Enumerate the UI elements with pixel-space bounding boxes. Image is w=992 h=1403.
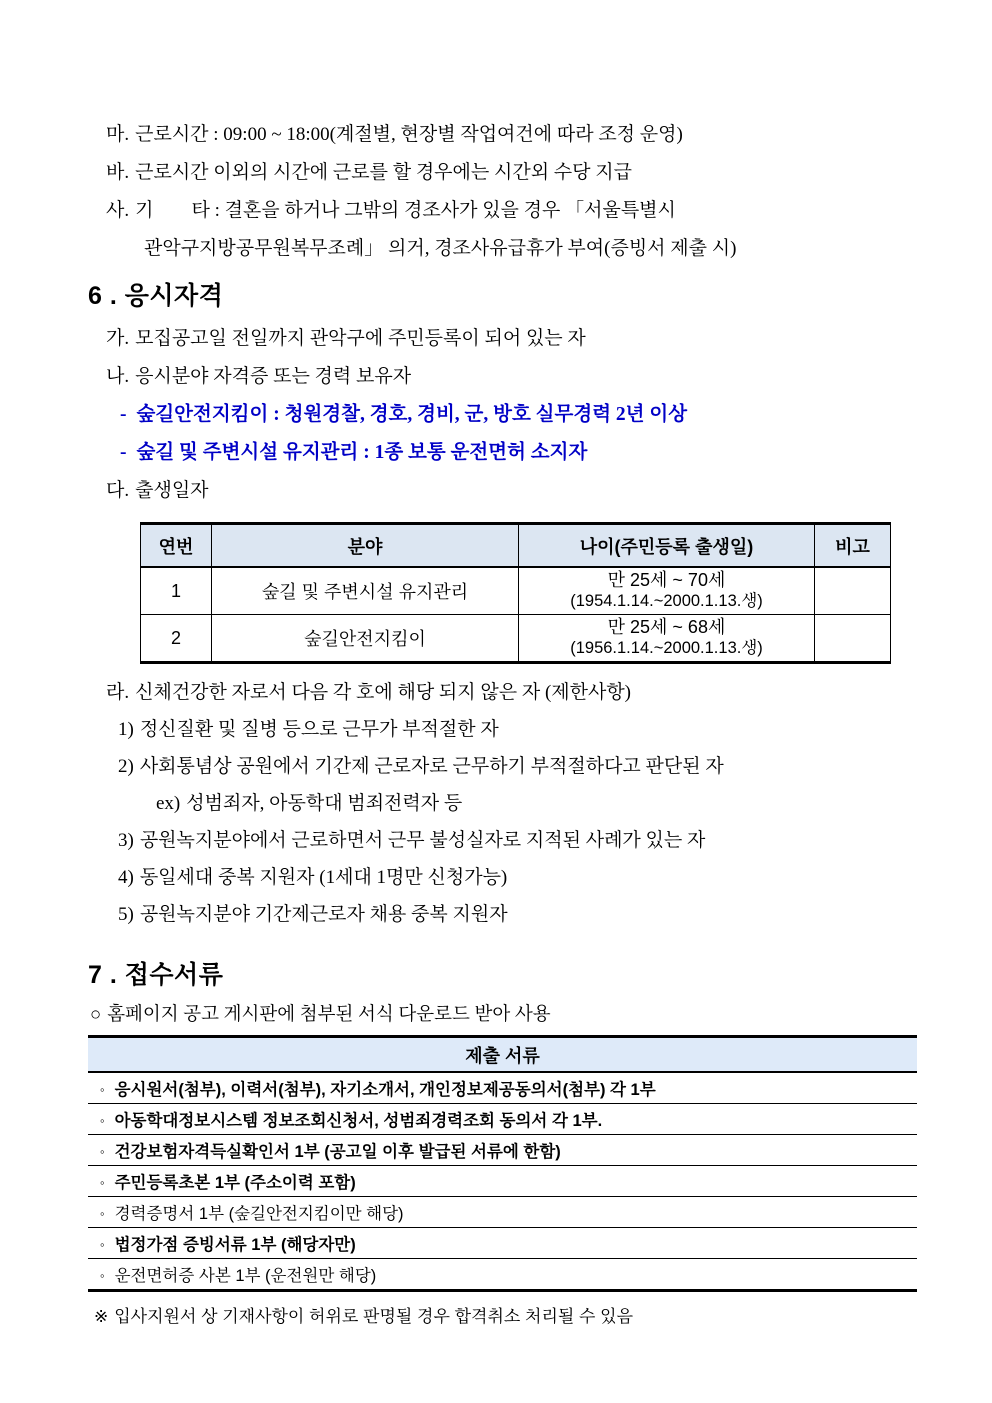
note-label: 바.	[106, 162, 130, 183]
bullet-icon: ◦	[100, 1082, 105, 1097]
note-line-ba	[92, 154, 914, 192]
item-label: 5)	[118, 904, 134, 925]
document-text: 건강보험자격득실확인서 1부 (공고일 이후 발급된 서류에 한함)	[114, 1143, 561, 1161]
item-label: 라.	[106, 682, 130, 703]
table-row	[88, 1166, 917, 1197]
table-row	[141, 615, 891, 663]
table-row	[141, 567, 891, 615]
item-label: 2)	[118, 756, 134, 777]
document-item	[88, 1166, 917, 1197]
cell-note	[815, 567, 891, 615]
document-text: 주민등록초본 1부 (주소이력 포함)	[114, 1174, 356, 1192]
qualification-item-ga	[92, 320, 914, 358]
item-text: 성범죄자, 아동학대 범죄전력자 등	[186, 793, 463, 814]
bullet-icon: ◦	[100, 1237, 105, 1252]
table-row	[88, 1104, 917, 1135]
cell-field: 숲길안전지킴이	[212, 615, 519, 663]
detail-text: 숲길안전지킴이 : 청원경찰, 경호, 경비, 군, 방호 실무경력 2년 이상	[136, 404, 688, 425]
note-line-sa	[92, 192, 914, 230]
note-label: 마.	[106, 124, 130, 145]
bullet-icon: ◦	[100, 1206, 105, 1221]
document-text: 응시원서(첨부), 이력서(첨부), 자기소개서, 개인정보제공동의서(첨부) 각 1부	[114, 1081, 656, 1099]
document-item	[88, 1259, 917, 1291]
birth-range: (1956.1.14.~2000.1.13.생)	[570, 639, 763, 657]
table-row	[88, 1259, 917, 1291]
restriction-example	[92, 785, 914, 822]
restriction-item-1	[92, 711, 914, 748]
bullet-icon: ◦	[100, 1113, 105, 1128]
submit-documents-table	[88, 1035, 917, 1292]
item-label: 다.	[106, 480, 130, 501]
document-item	[88, 1072, 917, 1104]
document-text: 아동학대정보시스템 정보조회신청서, 성범죄경력조회 동의서 각 1부.	[114, 1112, 603, 1130]
section7-title: 7 . 접수서류	[88, 961, 224, 989]
section6-title: 6 . 응시자격	[88, 282, 224, 310]
restriction-item-4	[92, 859, 914, 896]
bullet-icon: ◦	[100, 1144, 105, 1159]
item-label: 4)	[118, 867, 134, 888]
note-line-sa-cont	[92, 230, 914, 268]
item-label: 가.	[106, 328, 130, 349]
item-label: 나.	[106, 366, 130, 387]
cell-number: 1	[141, 567, 212, 615]
cell-number: 2	[141, 615, 212, 663]
item-text: 모집공고일 전일까지 관악구에 주민등록이 되어 있는 자	[135, 328, 586, 349]
item-text: 응시분야 자격증 또는 경력 보유자	[135, 366, 412, 387]
table-row	[88, 1197, 917, 1228]
item-text: 출생일자	[135, 480, 209, 501]
document-text: 운전면허증 사본 1부 (운전원만 해당)	[114, 1267, 377, 1285]
note-text: 근로시간 이외의 시간에 근로를 할 경우에는 시간외 수당 지급	[135, 162, 632, 183]
item-label: ex)	[156, 793, 181, 814]
item-text: 공원녹지분야 기간제근로자 채용 중복 지원자	[139, 904, 508, 925]
restriction-item-2	[92, 748, 914, 785]
cell-age	[519, 615, 815, 663]
detail-text: 숲길 및 주변시설 유지관리 : 1종 보통 운전면허 소지자	[136, 442, 588, 463]
bullet-icon: ◦	[100, 1268, 105, 1283]
note-text: 기 타 : 결혼을 하거나 그밖의 경조사가 있을 경우 「서울특별시	[135, 200, 676, 221]
worktime-notes	[92, 116, 914, 268]
footnote-text: 입사지원서 상 기재사항이 허위로 판명될 경우 합격취소 처리될 수 있음	[114, 1307, 633, 1326]
document-item	[88, 1104, 917, 1135]
dash-marker: -	[120, 442, 127, 463]
document-item	[88, 1197, 917, 1228]
qualification-item-da	[92, 472, 914, 510]
download-note	[90, 999, 914, 1031]
note-line-ma	[92, 116, 914, 154]
bullet-icon: ◦	[100, 1175, 105, 1190]
reference-mark-icon: ※	[94, 1307, 109, 1326]
qualification-item-ra	[92, 674, 914, 711]
document-text: 법정가점 증빙서류 1부 (해당자만)	[114, 1236, 356, 1254]
restriction-item-5	[92, 896, 914, 933]
note-text: 홈페이지 공고 게시판에 첨부된 서식 다운로드 받아 사용	[107, 1005, 551, 1025]
item-text: 공원녹지분야에서 근로하면서 근무 불성실자로 지적된 사례가 있는 자	[139, 830, 706, 851]
qualification-item-na	[92, 358, 914, 396]
item-text: 사회통념상 공원에서 기간제 근로자로 근무하기 부적절하다고 판단된 자	[139, 756, 724, 777]
submit-table-header: 제출 서류	[88, 1037, 917, 1073]
note-label: 사.	[106, 200, 130, 221]
age-range: 만 25세 ~ 70세	[607, 570, 726, 590]
document-item	[88, 1228, 917, 1259]
age-requirement-table	[140, 522, 891, 664]
qualification-detail-keeper	[92, 396, 914, 434]
col-header-number: 연번	[141, 524, 212, 568]
note-text: 관악구지방공무원복무조례」 의거, 경조사유급휴가 부여(증빙서 제출 시)	[144, 238, 737, 259]
qualification-detail-maintenance	[92, 434, 914, 472]
table-row	[88, 1135, 917, 1166]
submit-table-header-row	[88, 1037, 917, 1073]
age-range: 만 25세 ~ 68세	[607, 617, 726, 637]
restriction-list	[92, 674, 914, 933]
col-header-note: 비고	[815, 524, 891, 568]
restriction-item-3	[92, 822, 914, 859]
cell-age	[519, 567, 815, 615]
item-label: 1)	[118, 719, 134, 740]
cell-field: 숲길 및 주변시설 유지관리	[212, 567, 519, 615]
false-statement-warning	[94, 1305, 914, 1329]
col-header-field: 분야	[212, 524, 519, 568]
table-row	[88, 1228, 917, 1259]
note-text: 근로시간 : 09:00 ~ 18:00(계절별, 현장별 작업여건에 따라 조정 운영)	[135, 124, 683, 145]
document-text: 경력증명서 1부 (숲길안전지킴이만 해당)	[114, 1205, 404, 1223]
col-header-age: 나이(주민등록 출생일)	[519, 524, 815, 568]
document-item	[88, 1135, 917, 1166]
cell-note	[815, 615, 891, 663]
circle-marker: ○	[90, 1005, 102, 1025]
dash-marker: -	[120, 404, 127, 425]
item-text: 신체건강한 자로서 다음 각 호에 해당 되지 않은 자 (제한사항)	[135, 682, 632, 703]
item-text: 정신질환 및 질병 등으로 근무가 부적절한 자	[139, 719, 499, 740]
age-table-header-row	[141, 524, 891, 568]
item-text: 동일세대 중복 지원자 (1세대 1명만 신청가능)	[139, 867, 508, 888]
table-row	[88, 1072, 917, 1104]
item-label: 3)	[118, 830, 134, 851]
birth-range: (1954.1.14.~2000.1.13.생)	[570, 592, 763, 610]
